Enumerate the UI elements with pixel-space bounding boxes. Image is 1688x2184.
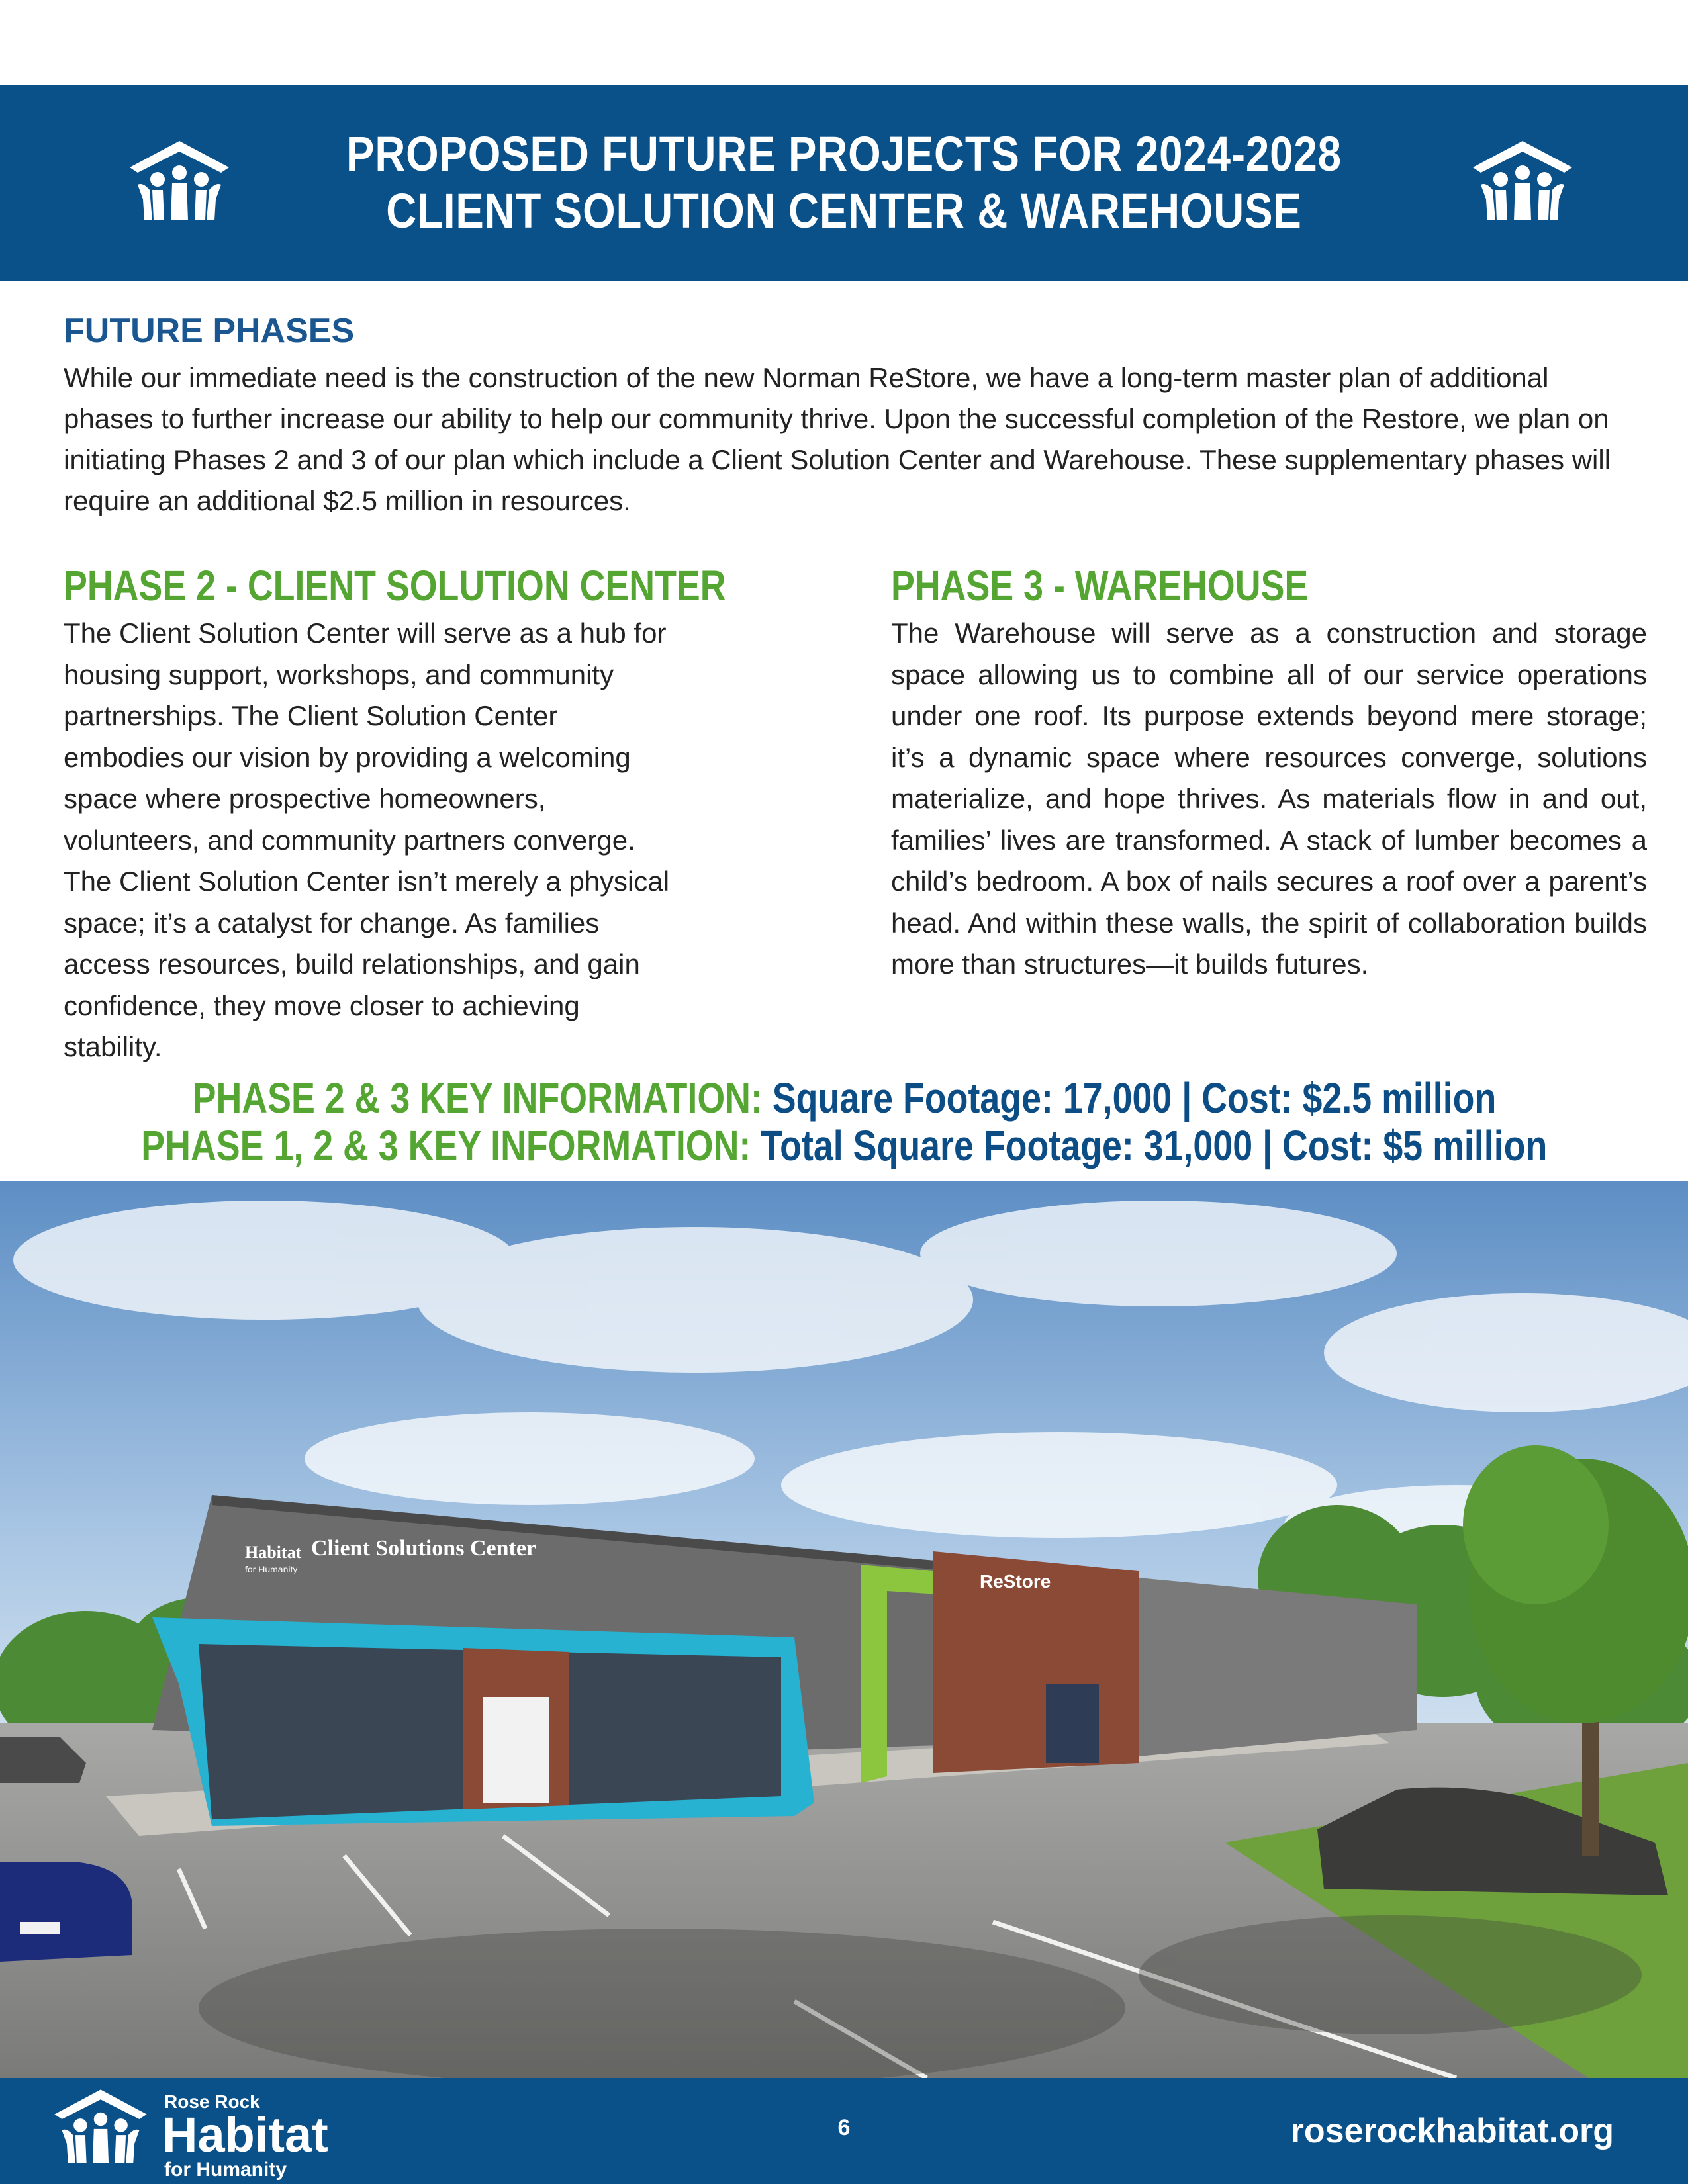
- key-info-line-2: [0, 1121, 1688, 1170]
- warehouse-wall: [1139, 1578, 1417, 1756]
- footer-org-prefix: Rose Rock: [164, 2091, 260, 2112]
- habitat-logo-icon: [1466, 136, 1579, 228]
- phase3-body: The Warehouse will serve as a construction and storage space allowing us to combine all of our service operations under one roof. Its purpose extends beyond mere storage; it’s a dynamic space where resources converge, solutions materialize, and hope thrives. As materials flow in and out, families’ lives are transformed. A stack of lumber becomes a child’s bedroom. A box of nails secures a roof over a parent’s head. And within these walls, the spirit of collaboration builds more than structures—it builds futures.: [891, 617, 1647, 979]
- key-info-value-2: Total Square Footage: 31,000 | Cost: $5 million: [760, 1122, 1548, 1169]
- page-title-line-2: CLIENT SOLUTION CENTER & WAREHOUSE: [386, 183, 1302, 238]
- sign-habitat: Habitat: [245, 1543, 302, 1562]
- footer-org-name: Habitat: [162, 2107, 328, 2162]
- page-title: [346, 126, 1342, 240]
- phase3-title: PHASE 3 - WAREHOUSE: [891, 562, 1309, 610]
- key-info-label-2: PHASE 1, 2 & 3 KEY INFORMATION:: [140, 1122, 751, 1169]
- future-phases-body: While our immediate need is the construction of the new Norman ReStore, we have a long-term master plan of additional phases to further increase our ability to help our community thrive. Upon the successful completion of the Restore, we plan on initiating Phases 2 and 3 of our plan which include a Client Solution Center and Warehouse. These supplementary phases will require an additional $2.5 million in resources.: [64, 362, 1611, 516]
- building-rendering: [0, 1181, 1688, 2078]
- key-info-value-1: Square Footage: 17,000 | Cost: $2.5 million: [772, 1074, 1496, 1122]
- restore-door: [1046, 1684, 1099, 1763]
- sign-client-center: Client Solutions Center: [311, 1536, 536, 1561]
- client-center-door: [483, 1697, 549, 1803]
- page-title-line-1: PROPOSED FUTURE PROJECTS FOR 2024-2028: [346, 126, 1342, 181]
- key-info-line-1: [0, 1073, 1688, 1122]
- footer-org-suffix: for Humanity: [164, 2159, 287, 2181]
- habitat-logo-icon: [48, 2085, 154, 2171]
- page-number: 6: [837, 2115, 851, 2140]
- phase2-body: The Client Solution Center will serve as a hub for housing support, workshops, and community partnerships. The Client Solution Center embodies our vision by providing a welcoming space where prospective homeowners, volunteers, and community partners converge. The Client Solution Center isn’t merely a physical space; it’s a catalyst for change. As families access resources, build relationships, and gain confidence, they move closer to achieving stability.: [64, 617, 670, 1062]
- habitat-logo-icon: [123, 136, 236, 228]
- future-phases-heading: FUTURE PHASES: [64, 312, 355, 350]
- phase2-title: PHASE 2 - CLIENT SOLUTION CENTER: [64, 562, 726, 610]
- sign-restore: ReStore: [980, 1571, 1051, 1592]
- sign-for-humanity: for Humanity: [245, 1564, 298, 1574]
- key-info-label-1: PHASE 2 & 3 KEY INFORMATION:: [192, 1074, 763, 1122]
- car-left: [0, 1862, 132, 1962]
- website-link[interactable]: roserockhabitat.org: [1290, 2112, 1614, 2150]
